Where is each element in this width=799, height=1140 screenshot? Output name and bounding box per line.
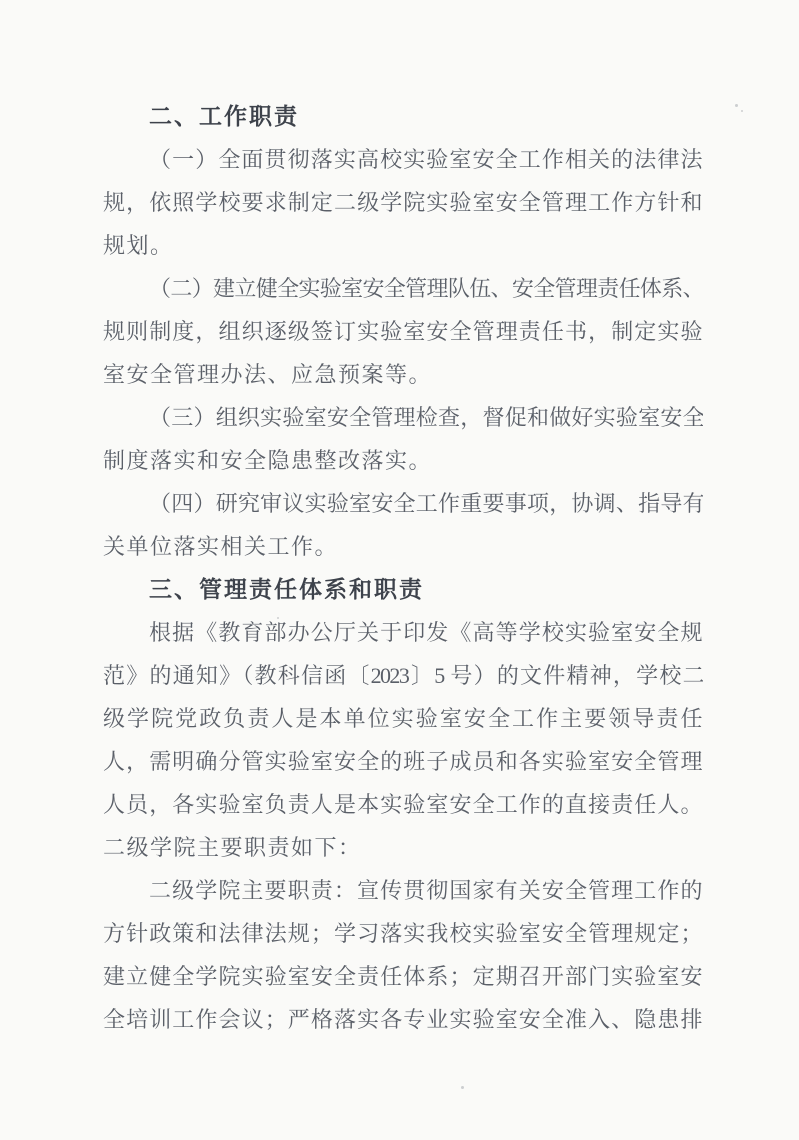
text-line: 规划。 xyxy=(103,233,174,258)
scan-speck xyxy=(741,110,743,112)
text-line: 级学院党政负责人是本单位实验室安全工作主要领导责任 xyxy=(103,706,703,731)
document-text-column xyxy=(103,95,703,1041)
text-line: 规则制度，组织逐级签订实验室安全管理责任书，制定实验 xyxy=(103,319,703,344)
text-line: （三）组织实验室安全管理检查，督促和做好实验室安全 xyxy=(149,405,703,430)
text-line: 人，需明确分管实验室安全的班子成员和各实验室安全管理 xyxy=(103,749,703,774)
text-line: （四）研究审议实验室安全工作重要事项，协调、指导有 xyxy=(149,491,703,516)
text-line: 根据《教育部办公厅关于印发《高等学校实验室安全规 xyxy=(149,620,703,645)
text-line: 人员，各实验室负责人是本实验室安全工作的直接责任人。 xyxy=(103,792,703,817)
text-line: 关单位落实相关工作。 xyxy=(103,534,339,559)
text-line: 方针政策和法律法规；学习落实我校实验室安全管理规定； xyxy=(103,921,703,946)
section-heading: 三、管理责任体系和职责 xyxy=(149,577,424,602)
text-line: 建立健全学院实验室安全责任体系；定期召开部门实验室安 xyxy=(103,964,703,989)
text-line: 制度落实和安全隐患整改落实。 xyxy=(103,448,433,473)
section-heading: 二、工作职责 xyxy=(149,104,299,129)
text-line: 二级学院主要职责：宣传贯彻国家有关安全管理工作的 xyxy=(149,878,703,903)
scan-speck xyxy=(461,1086,464,1089)
text-line: 规，依照学校要求制定二级学院实验室安全管理工作方针和 xyxy=(103,190,703,215)
scan-speck xyxy=(735,104,738,107)
text-line: （二）建立健全实验室安全管理队伍、安全管理责任体系、 xyxy=(149,276,703,301)
text-line: 二级学院主要职责如下： xyxy=(103,835,362,860)
text-line: 全培训工作会议；严格落实各专业实验室安全准入、隐患排 xyxy=(103,1007,703,1032)
text-line: 室安全管理办法、应急预案等。 xyxy=(103,362,433,387)
scan-speck xyxy=(277,617,279,619)
text-line: （一）全面贯彻落实高校实验室安全工作相关的法律法 xyxy=(149,147,703,172)
text-line: 范》的通知》（教科信函〔2023〕5 号）的文件精神，学校二 xyxy=(103,663,703,688)
